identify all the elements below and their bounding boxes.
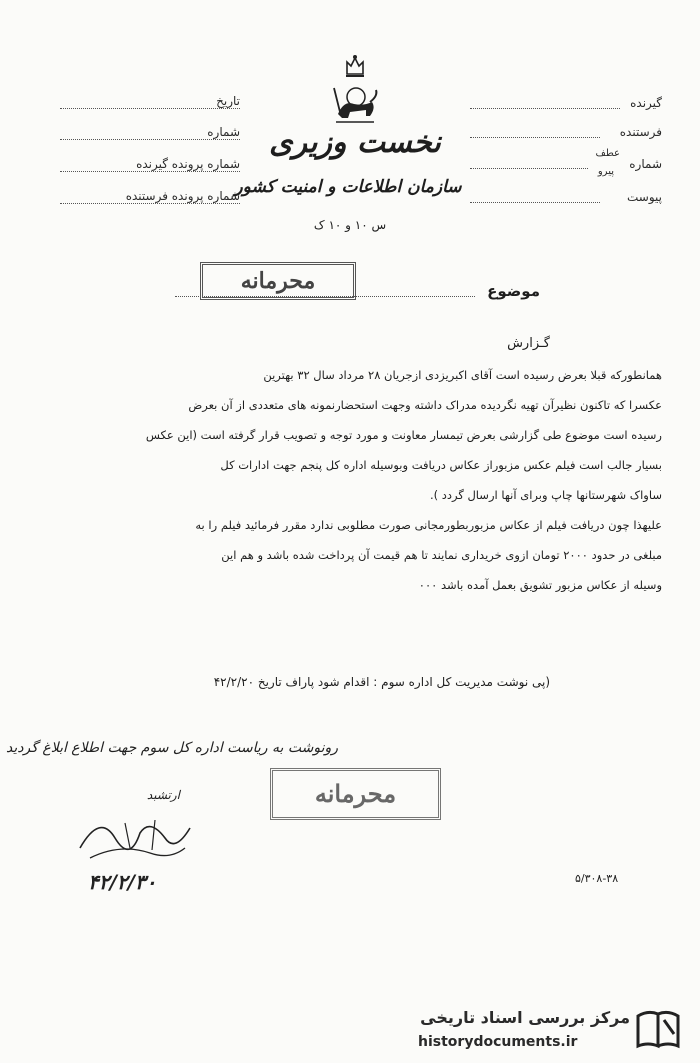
report-heading: گـزارش — [507, 336, 550, 351]
follow-label: پیرو — [597, 166, 614, 177]
date-label: تاریخ — [216, 94, 240, 108]
ref-label: عطف — [595, 148, 620, 159]
handwritten-date: ۴۲/۲/۳۰ — [88, 870, 157, 894]
body-line: وسیله از عکاس مزبور تشویق بعمل آمده باشد ۰۰۰ — [418, 578, 662, 592]
classification-stamp-2: محرمانه — [270, 768, 441, 820]
dept-code: س ۱۰ و ۱۰ ک — [313, 218, 387, 232]
postscript: (پی نوشت مدیریت کل اداره سوم : اقدام شود پاراف تاریخ ۴۲/۲/۲۰ — [213, 675, 550, 689]
body-line: علیهذا چون دریافت فیلم از عکاس مزبوربطورمجانی صورت مطلوبی ندارد مقرر فرمائید فیلم را به — [195, 518, 662, 532]
recipient-line — [470, 108, 620, 109]
org-primary-title: نخست وزیری — [269, 125, 441, 160]
recipient-file-line — [60, 171, 240, 172]
sender-file-label: شماره پرونده فرستنده — [125, 189, 240, 203]
recipient-label: گیرنده — [630, 96, 662, 110]
attachment-label: پیوست — [627, 190, 662, 204]
number-label: شماره — [629, 157, 662, 171]
signature — [70, 808, 200, 868]
watermark-site: historydocuments.ir — [418, 1034, 578, 1050]
attachment-line — [470, 202, 600, 203]
subject-label: موضوع — [487, 282, 540, 300]
lion-sun-emblem — [330, 52, 380, 127]
body-line: بسیار جالب است فیلم عکس مزبوراز عکاس دریافت وبوسیله اداره کل پنجم جهت ادارات کل — [220, 458, 662, 472]
number-line — [470, 168, 588, 169]
document-number: ۵/۳۰۸-۳۸ — [575, 872, 619, 885]
handwritten-name: ارتشبد — [146, 788, 180, 802]
recipient-file-label: شماره پرونده گیرنده — [136, 157, 240, 171]
left-number-label: شماره — [207, 125, 240, 139]
classification-stamp: محرمانه — [200, 262, 356, 300]
watermark-org-name: مرکز بررسی اسناد تاریخی — [420, 1008, 630, 1027]
handwritten-note: رونوشت به ریاست اداره کل سوم جهت اطلاع ابلاغ گردید — [6, 740, 338, 756]
left-number-line — [60, 139, 240, 140]
body-line: عکسرا که تاکنون نظیرآن تهیه نگردیده مدراک داشته وجهت استحضارنمونه های متعددی از آن بعرض — [188, 398, 662, 412]
date-line — [60, 108, 240, 109]
watermark-logo-icon — [634, 1004, 682, 1052]
body-line: مبلغی در حدود ۲۰۰۰ تومان ازوی خریداری نمایند تا هم قیمت آن پرداخت شده باشد و هم این — [221, 548, 662, 562]
subject-line — [175, 296, 475, 297]
sender-file-line — [60, 203, 240, 204]
sender-label: فرستنده — [619, 125, 662, 139]
body-line: همانطورکه قبلا بعرض رسیده است آقای اکبریزدی ازجریان ۲۸ مرداد سال ۳۲ بهترین — [263, 368, 662, 382]
body-line: رسیده است موضوع طی گزارشی بعرض تیمسار معاونت و مورد توجه و تصویب قرار گرفته است (این عکس — [145, 428, 662, 442]
org-secondary-title: سازمان اطلاعات و امنیت کشور — [234, 177, 462, 197]
report-body — [30, 360, 662, 600]
body-line: ساواک شهرستانها چاپ وبرای آنها ارسال گردد ). — [429, 488, 662, 502]
sender-line — [470, 137, 600, 138]
